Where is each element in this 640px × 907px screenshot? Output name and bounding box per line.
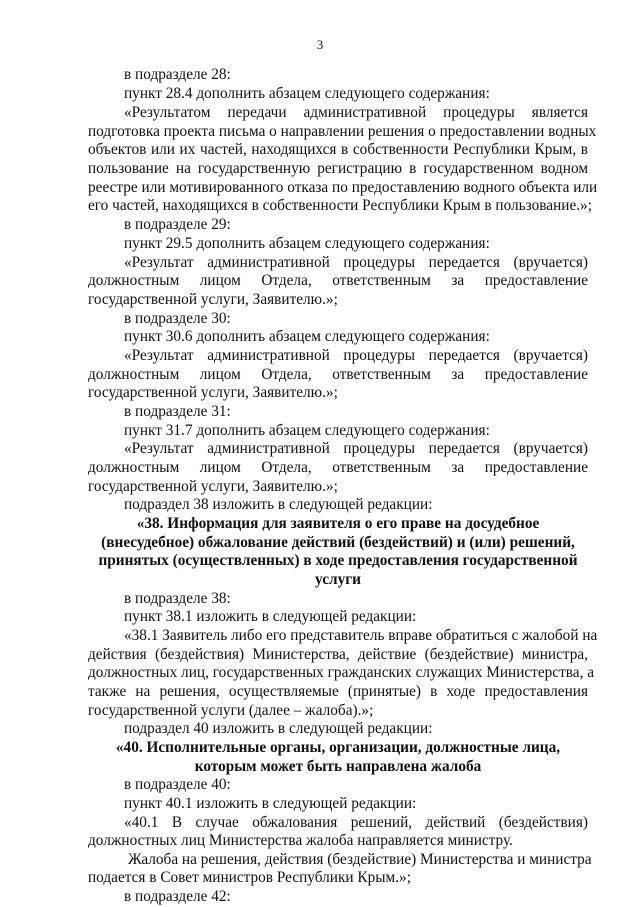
paragraph-line: «Результатом передачи административной процедуры является — [124, 104, 588, 121]
section-heading-line: услуги — [315, 571, 361, 588]
paragraph-line: должностным лицом Отдела, ответственным за предоставление — [88, 459, 588, 476]
paragraph-line: объектов или их частей, находящихся в собственности Республики Крым, в — [88, 141, 588, 158]
paragraph-line: в подразделе 38: — [124, 590, 231, 607]
paragraph-line: «40.1 В случае обжалования решений, действий (бездействия) — [124, 814, 588, 831]
paragraph-line: подается в Совет министров Республики Крым.»; — [88, 869, 411, 886]
paragraph-line: его частей, находящихся в собственности Республики Крым в пользование.»; — [88, 197, 592, 214]
paragraph-line: реестре или мотивированного отказа по предоставлению водного объекта или — [88, 179, 598, 196]
paragraph-line: государственной услуги, Заявителю.»; — [88, 478, 338, 495]
paragraph-line: в подразделе 42: — [124, 888, 231, 905]
paragraph-line: «38.1 Заявитель либо его представитель вправе обратиться с жалобой на — [124, 627, 598, 644]
paragraph-line: пункт 31.7 дополнить абзацем следующего содержания: — [124, 422, 490, 439]
paragraph-line: «Результат административной процедуры передается (вручается) — [124, 347, 588, 364]
paragraph-line: должностных лиц Министерства жалоба направляется министру. — [88, 832, 513, 849]
paragraph-line: подготовка проекта письма о направлении решения о предоставлении водных — [88, 123, 597, 140]
paragraph-line: подраздел 38 изложить в следующей редакции: — [124, 496, 433, 513]
paragraph-line: в подразделе 28: — [124, 66, 231, 83]
section-heading-line: (внесудебное) обжалование действий (бездействий) и (или) решений, — [101, 534, 575, 551]
paragraph-line: государственной услуги, Заявителю.»; — [88, 384, 338, 401]
section-heading-line: «40. Исполнительные органы, организации, должностные лица, — [115, 739, 561, 756]
paragraph-line: Жалоба на решения, действия (бездействие) Министерства и министра — [128, 851, 592, 868]
paragraph-line: пользование на государственную регистрацию в государственном водном — [88, 160, 588, 177]
paragraph-line: государственной услуги, Заявителю.»; — [88, 291, 338, 308]
paragraph-line: «Результат административной процедуры передается (вручается) — [124, 254, 588, 271]
paragraph-line: пункт 29.5 дополнить абзацем следующего содержания: — [124, 235, 490, 252]
paragraph-line: государственной услуги (далее – жалоба).»; — [88, 702, 374, 719]
paragraph-line: должностным лицом Отдела, ответственным за предоставление — [88, 366, 588, 383]
paragraph-line: подраздел 40 изложить в следующей редакции: — [124, 720, 433, 737]
paragraph-line: пункт 28.4 дополнить абзацем следующего содержания: — [124, 85, 490, 102]
paragraph-line: в подразделе 30: — [124, 310, 231, 327]
page-number: 3 — [316, 37, 324, 52]
section-heading-line: которым может быть направлена жалоба — [194, 758, 482, 775]
paragraph-line: в подразделе 40: — [124, 776, 231, 793]
paragraph-line: в подразделе 31: — [124, 403, 231, 420]
paragraph-line: действия (бездействия) Министерства, действие (бездействие) министра, — [88, 646, 588, 663]
section-heading-line: «38. Информация для заявителя о его праве на досудебное — [136, 515, 540, 532]
paragraph-line: в подразделе 29: — [124, 216, 231, 233]
paragraph-line: пункт 40.1 изложить в следующей редакции: — [124, 795, 417, 812]
paragraph-line: «Результат административной процедуры передается (вручается) — [124, 440, 588, 457]
paragraph-line: должностных лиц, государственных гражданских служащих Министерства, а — [88, 664, 595, 681]
paragraph-line: должностным лицом Отдела, ответственным за предоставление — [88, 272, 588, 289]
paragraph-line: также на решения, осуществляемые (принятые) в ходе предоставления — [88, 683, 588, 700]
paragraph-line: пункт 38.1 изложить в следующей редакции: — [124, 608, 417, 625]
section-heading-line: принятых (осуществленных) в ходе предоставления государственной — [98, 552, 578, 569]
paragraph-line: пункт 30.6 дополнить абзацем следующего содержания: — [124, 328, 490, 345]
